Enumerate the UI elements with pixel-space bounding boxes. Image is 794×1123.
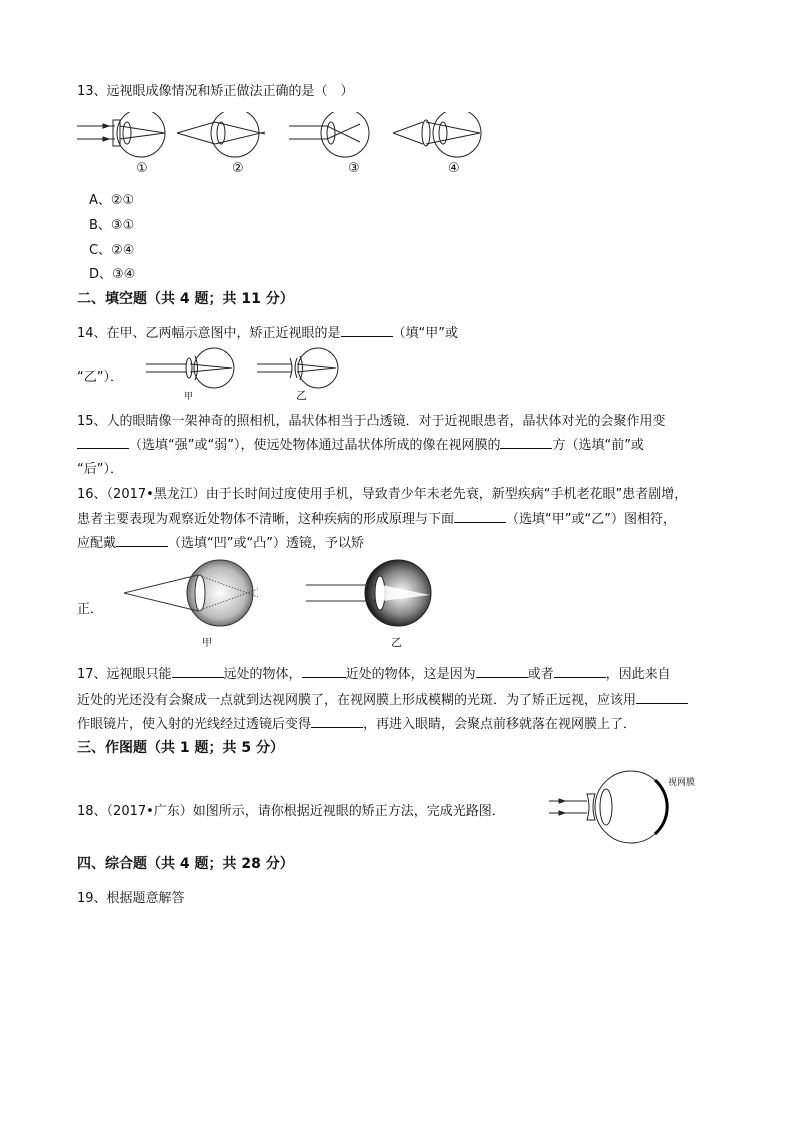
q17-blank-5[interactable]	[636, 691, 688, 704]
q16-text-c: 应配戴	[77, 536, 117, 551]
q17-line1	[77, 663, 671, 682]
q18-retina-label: 视网膜	[668, 778, 696, 788]
q13-fig-label-1: ①	[136, 161, 148, 176]
q13-option-c[interactable]: C、②④	[89, 243, 135, 258]
q13-stem: 13、远视眼成像情况和矫正做法正确的是（ ）	[77, 84, 354, 99]
q17-line3	[77, 713, 636, 732]
q16-text-a: 患者主要表现为观察近处物体不清晰，这种疾病的形成原理与下面	[77, 512, 455, 527]
q17-blank-2[interactable]	[302, 665, 346, 678]
q14-line2: “乙”）．	[77, 370, 123, 385]
q16-line1: 16、（2017•黑龙江）由于长时间过度使用手机，导致青少年未老先衰，新型疾病“手机老花眼”患者剧增，	[77, 487, 688, 502]
q15-text-a: （选填“强”或“弱”），使远处物体通过晶状体所成的像在视网膜的	[129, 438, 501, 453]
q17-line2	[77, 689, 688, 708]
q17-text-1: 17、远视眼只能	[77, 667, 172, 682]
q16-blank-1[interactable]	[454, 510, 506, 523]
q13-fig4-eye-diagram	[393, 112, 481, 157]
q13-option-a[interactable]: A、②①	[89, 193, 135, 208]
q16-text-d: （选填“凹”或“凸”）透镜，予以矫	[168, 536, 364, 551]
q14-text-b: （填“甲”或	[392, 326, 459, 341]
q14-text-a: 14、在甲、乙两幅示意图中，矫正近视眼的是	[77, 326, 341, 341]
q13-option-d[interactable]: D、③④	[89, 267, 136, 282]
q19-stem: 19、根据题意解答	[77, 891, 185, 906]
q17-blank-6[interactable]	[311, 715, 363, 728]
q15-line1: 15、人的眼睛像一架神奇的照相机，晶状体相当于凸透镜．对于近视眼患者，晶状体对光的会聚作用变	[77, 414, 666, 429]
q17-blank-4[interactable]	[554, 665, 606, 678]
q13-fig3-eye-diagram	[289, 112, 369, 157]
q13-fig-label-4: ④	[448, 161, 460, 176]
q17-text-3: 近处的物体，这是因为	[345, 667, 476, 682]
q16-figures	[120, 555, 440, 635]
q15-blank-2[interactable]	[500, 436, 552, 449]
q14-figures	[142, 344, 352, 400]
q14-label-yi: 乙	[296, 389, 307, 402]
q15-line2	[77, 434, 644, 453]
q17-text-2: 远处的物体，	[223, 667, 302, 682]
q15-line3: “后”）．	[77, 462, 123, 477]
q17-text-7: 作眼镜片，使入射的光线经过透镜后变得	[77, 717, 312, 732]
q16-fig-jia	[124, 560, 258, 626]
q15-blank-1[interactable]	[77, 436, 129, 449]
q16-line2	[77, 508, 676, 527]
q13-fig2-eye-diagram	[177, 112, 265, 157]
q14-fig-jia	[146, 348, 234, 388]
q13-fig-label-3: ③	[348, 161, 360, 176]
q17-blank-1[interactable]	[172, 665, 224, 678]
q13-option-b[interactable]: B、③①	[89, 218, 135, 233]
q14-answer-blank[interactable]	[341, 324, 393, 337]
q17-text-4: 或者	[527, 667, 554, 682]
q16-line4: 正．	[77, 602, 104, 617]
q17-text-8: ，再进入眼睛，会聚点前移就落在视网膜上了．	[363, 717, 637, 732]
section-4-heading: 四、综合题（共 4 题；共 28 分）	[77, 856, 294, 872]
q14-label-jia: 甲	[184, 392, 194, 402]
q17-text-6: 近处的光还没有会聚成一点就到达视网膜了，在视网膜上形成模糊的光斑．为了矫正远视，应该用	[77, 693, 637, 708]
q13-fig1-eye-diagram	[77, 112, 165, 157]
q13-fig-label-2: ②	[232, 161, 244, 176]
q16-line3	[77, 532, 364, 551]
q16-blank-2[interactable]	[116, 534, 168, 547]
q14-line1	[77, 322, 458, 341]
section-2-heading: 二、填空题（共 4 题；共 11 分）	[77, 291, 294, 307]
q14-fig-yi	[257, 348, 338, 388]
section-3-heading: 三、作图题（共 1 题；共 5 分）	[77, 740, 284, 756]
q16-label-yi: 乙	[391, 636, 402, 649]
q17-text-5: ，因此来自	[605, 667, 671, 682]
q15-text-b: 方（选填“前”或	[552, 438, 644, 453]
q17-blank-3[interactable]	[476, 665, 528, 678]
q16-text-b: （选填“甲”或“乙”）图相符，	[506, 512, 676, 527]
q16-fig-yi	[306, 560, 431, 626]
q16-label-jia: 甲	[202, 638, 212, 649]
q18-stem: 18、（2017•广东）如图所示，请你根据近视眼的矫正方法，完成光路图．	[77, 804, 505, 819]
